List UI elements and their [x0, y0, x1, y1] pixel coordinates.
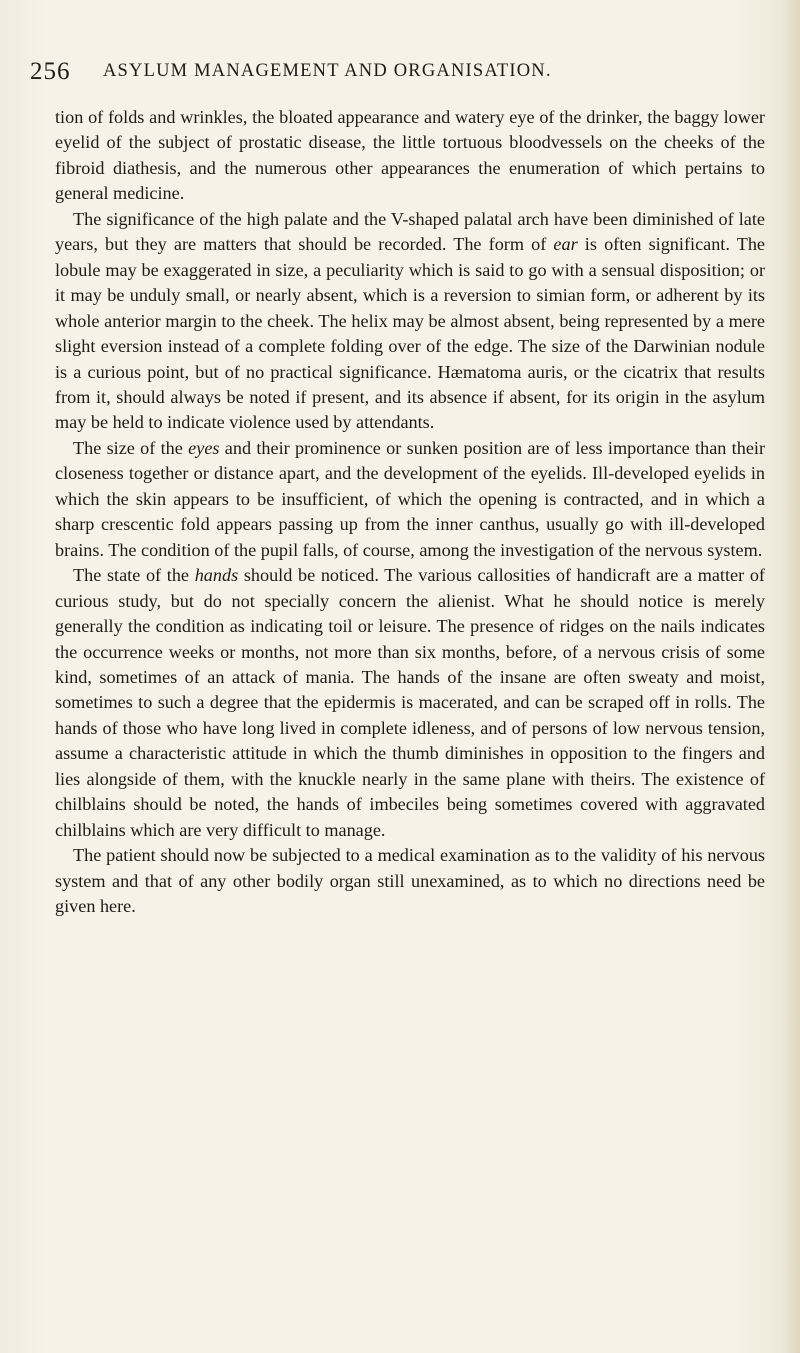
text-segment: and their prominence or sunken position are of less importance than their closeness together or distance apart, and the development of the eyelids. Ill-developed eyelids in which the skin appears to be insufficient, of which the opening is contracted, and in which a sharp crescentic fold appears passing up from the inner canthus, usually go with ill-developed brains. The condition of the pupil falls, of course, among the investigation of the nervous system.: [55, 437, 766, 560]
emphasis-ear: ear: [553, 234, 578, 255]
text-segment: The significance of the high palate and the V-shaped palatal arch have been diminished of late years, but they are matters that should be recorded. The form of: [55, 208, 765, 255]
text-segment: tion of folds and wrinkles, the bloated appearance and watery eye of the drinker, the baggy lower eyelid of the subject of prostatic disease, the little tortuous bloodvessels on the cheeks of the fibroid diathesis, and the numerous other appearances the enumeration of which pertains to general medicine.: [55, 107, 765, 204]
paragraph-eyes: [55, 436, 765, 563]
body-text: [55, 105, 765, 920]
page-edge-shadow: [782, 0, 800, 1353]
text-segment: The patient should now be subjected to a medical examination as to the validity of his nervous system and that of any other bodily organ still unexamined, as to which no directions need be given here.: [55, 845, 765, 917]
emphasis-eyes: eyes: [188, 437, 220, 458]
paragraph-medical-examination: [55, 843, 765, 919]
text-segment: is often significant. The lobule may be exaggerated in size, a peculiarity which is said to go with a sensual disposition; or it may be unduly small, or nearly absent, which is a reversion to simian form, or adherent by its whole anterior margin to the cheek. The helix may be almost absent, being represented by a mere slight eversion instead of a complete folding over of the edge. The size of the Darwinian nodule is a curious point, but of no practical significance. Hæmatoma auris, or the cicatrix that results from it, should always be noted if present, and its absence if absent, for its origin in the asylum may be held to indicate violence used by attendants.: [55, 234, 765, 433]
text-segment: should be noticed. The various callosities of handicraft are a matter of curious study, but do not specially concern the alienist. What he should notice is merely generally the condition as indicating toil or leisure. The presence of ridges on the nails indicates the occurrence weeks or months, not more than six months, before, of a nervous crisis of some kind, sometimes of an attack of mania. The hands of the insane are often sweaty and moist, sometimes to such a degree that the epidermis is macerated, and can be scraped off in rolls. The hands of those who have long lived in complete idleness, and of persons of low nervous tension, assume a characteristic attitude in which the thumb diminishes in opposition to the fingers and lies alongside of them, with the knuckle nearly in the same plane with theirs. The existence of chilblains should be noted, the hands of imbeciles being sometimes covered with aggravated chilblains which are very difficult to manage.: [55, 565, 765, 840]
text-segment: The state of the: [73, 565, 195, 586]
paragraph-hands: [55, 563, 765, 843]
paragraph-palate-and-ear: [55, 207, 765, 436]
page-number: 256: [30, 58, 71, 85]
text-segment: The size of the: [73, 437, 189, 458]
emphasis-hands: hands: [194, 565, 239, 586]
running-title: ASYLUM MANAGEMENT AND ORGANISATION.: [103, 61, 552, 81]
running-head: [30, 58, 770, 88]
paragraph-folds-and-wrinkles: [55, 105, 765, 207]
